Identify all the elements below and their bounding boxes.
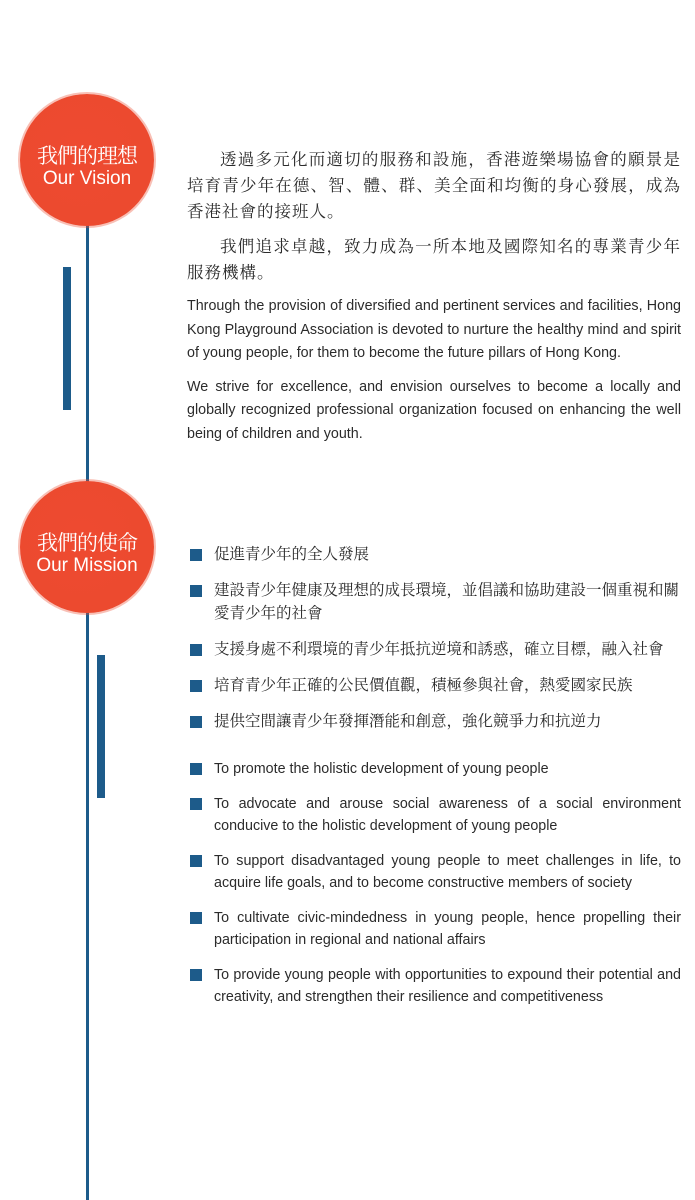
list-item-text: To provide young people with opportunities to expound their potential and creativity, and strengthen their resilience and competitiveness bbox=[214, 966, 681, 1005]
bullet-square-icon bbox=[190, 644, 202, 656]
list-item-text: 培育青少年正確的公民價值觀，積極參與社會，熱愛國家民族 bbox=[214, 676, 633, 694]
list-item-text: 促進青少年的全人發展 bbox=[214, 545, 370, 563]
mission-title-zh: 我們的使命 bbox=[37, 531, 137, 555]
bullet-square-icon bbox=[190, 969, 202, 981]
list-item-text: 支援身處不利環境的青少年抵抗逆境和誘惑，確立目標，融入社會 bbox=[214, 640, 664, 658]
vision-paragraph-zh: 我們追求卓越，致力成為一所本地及國際知名的專業青少年服務機構。 bbox=[187, 237, 681, 282]
bullet-square-icon bbox=[190, 585, 202, 597]
bullet-square-icon bbox=[190, 680, 202, 692]
list-item-text: 建設青少年健康及理想的成長環境，並倡議和協助建設一個重視和關愛青少年的社會 bbox=[214, 581, 680, 622]
list-item bbox=[187, 964, 681, 1009]
vision-paragraph-en: Through the provision of diversified and pertinent services and facilities, Hong Kong Playground Association is devoted to nurture the healthy mind and spirit of young people, for them to become the future pillars of Hong Kong. bbox=[187, 298, 681, 361]
bullet-square-icon bbox=[190, 912, 202, 924]
vision-accent-bar bbox=[63, 267, 71, 410]
list-item-text: To support disadvantaged young people to meet challenges in life, to acquire life goals, and to become constructive members of society bbox=[214, 852, 681, 891]
vision-text bbox=[187, 147, 681, 456]
list-item bbox=[187, 543, 681, 566]
vision-paragraph-zh: 透過多元化而適切的服務和設施，香港遊樂場協會的願景是培育青少年在德、智、體、群、美全面和均衡的身心發展，成為香港社會的接班人。 bbox=[187, 150, 681, 221]
list-item bbox=[187, 907, 681, 952]
list-item bbox=[187, 674, 681, 697]
list-item-text: 提供空間讓青少年發揮潛能和創意，強化競爭力和抗逆力 bbox=[214, 712, 602, 730]
bullet-square-icon bbox=[190, 763, 202, 775]
list-item bbox=[187, 850, 681, 895]
list-item-text: To advocate and arouse social awareness of a social environment conducive to the holistic development of young people bbox=[214, 795, 681, 834]
mission-title-en: Our Mission bbox=[36, 555, 138, 576]
list-item bbox=[187, 638, 681, 661]
bullet-square-icon bbox=[190, 549, 202, 561]
vision-paragraph-en: We strive for excellence, and envision ourselves to become a locally and globally recognized professional organization focused on enhancing the well being of children and youth. bbox=[187, 378, 681, 442]
list-item-text: To promote the holistic development of young people bbox=[214, 761, 549, 777]
vision-title-en: Our Vision bbox=[42, 168, 132, 189]
list-item bbox=[187, 710, 681, 733]
vision-title-zh: 我們的理想 bbox=[37, 144, 137, 168]
list-item-text: To cultivate civic-mindedness in young people, hence propelling their participation in regional and national affairs bbox=[214, 909, 681, 948]
mission-list-zh bbox=[187, 543, 681, 746]
bullet-square-icon bbox=[190, 798, 202, 810]
timeline-line bbox=[86, 220, 89, 1200]
mission-accent-bar bbox=[97, 655, 105, 798]
bullet-square-icon bbox=[190, 855, 202, 867]
mission-badge bbox=[20, 481, 154, 613]
list-item bbox=[187, 579, 681, 625]
bullet-square-icon bbox=[190, 716, 202, 728]
vision-badge bbox=[20, 94, 154, 226]
mission-list-en bbox=[187, 758, 681, 1021]
list-item bbox=[187, 793, 681, 838]
list-item bbox=[187, 758, 681, 781]
